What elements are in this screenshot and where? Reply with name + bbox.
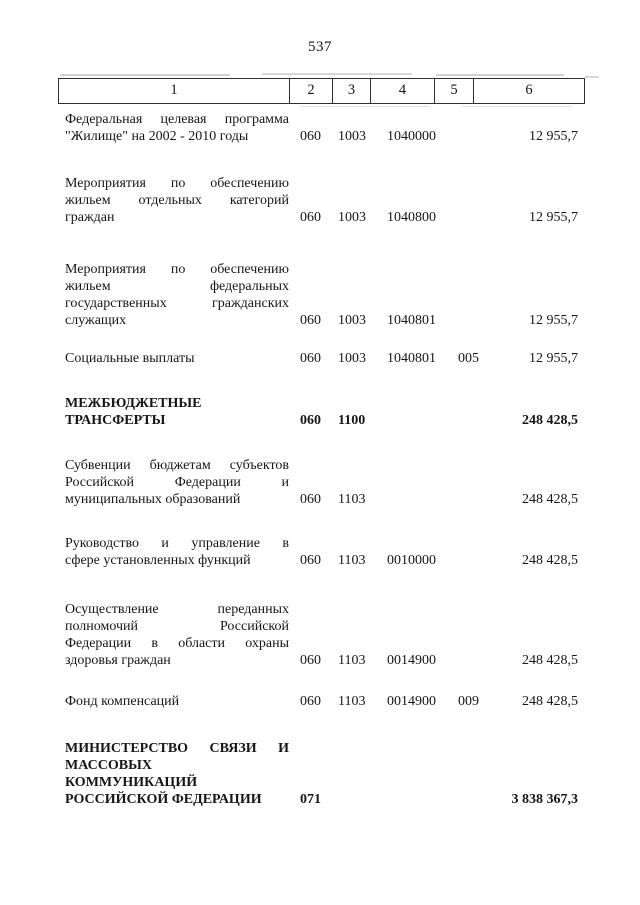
row-name-line: РОССИЙСКОЙ ФЕДЕРАЦИИ — [65, 792, 262, 807]
row-col5-code: 005 — [458, 351, 479, 366]
row-amount: 12 955,7 — [529, 351, 578, 366]
row-name-line: государственных гражданских — [65, 296, 289, 311]
row-amount: 248 428,5 — [522, 694, 578, 709]
page-number: 537 — [308, 39, 332, 55]
row-name-line: муниципальных образований — [65, 492, 241, 507]
row-name-line: Социальные выплаты — [65, 351, 195, 366]
row-col4-code: 0014900 — [387, 653, 436, 668]
scan-artifact-line — [262, 73, 412, 75]
row-name — [65, 740, 289, 808]
header-cell-6: 6 — [525, 82, 533, 98]
row-name — [65, 261, 289, 329]
row-amount: 12 955,7 — [529, 129, 578, 144]
row-col2-code: 060 — [300, 553, 321, 568]
table-row — [0, 111, 640, 145]
row-name-line: Мероприятия по обеспечению — [65, 176, 289, 191]
row-name-line: "Жилище" на 2002 - 2010 годы — [65, 129, 249, 144]
row-name — [65, 350, 289, 367]
header-cell-4: 4 — [371, 79, 435, 103]
row-name — [65, 457, 289, 508]
row-amount: 12 955,7 — [529, 210, 578, 225]
row-col2-code: 060 — [300, 351, 321, 366]
row-col4-code: 1040800 — [387, 210, 436, 225]
row-name-line: полномочий Российской — [65, 619, 289, 634]
row-col4-code: 1040801 — [387, 313, 436, 328]
row-amount: 12 955,7 — [529, 313, 578, 328]
row-name-line: жильем федеральных — [65, 279, 289, 294]
row-name-line: Субвенции бюджетам субъектов — [65, 458, 289, 473]
table-row — [0, 693, 640, 710]
row-col2-code: 060 — [300, 694, 321, 709]
row-col2-code: 060 — [300, 129, 321, 144]
table-header — [58, 78, 585, 104]
row-name-line: Руководство и управление в — [65, 536, 289, 551]
table-body — [0, 104, 640, 808]
row-col4-code: 1040000 — [387, 129, 436, 144]
row-amount: 3 838 367,3 — [511, 792, 578, 807]
row-col2-code: 060 — [300, 653, 321, 668]
row-name-line: здоровья граждан — [65, 653, 171, 668]
row-col3-code: 1103 — [338, 694, 366, 709]
scan-artifact-line — [585, 76, 599, 78]
row-name — [65, 395, 289, 429]
row-name-line: Российской Федерации и — [65, 475, 289, 490]
row-name-line: ТРАНСФЕРТЫ — [65, 413, 166, 428]
row-name-line: Федерации в области охраны — [65, 636, 289, 651]
row-name-line: МАССОВЫХ — [65, 758, 152, 773]
table-row — [0, 535, 640, 569]
table-row — [0, 350, 640, 367]
row-col2-code: 071 — [300, 792, 321, 807]
row-col2-code: 060 — [300, 313, 321, 328]
row-col2-code: 060 — [300, 492, 321, 507]
row-col3-code: 1103 — [338, 553, 366, 568]
scan-artifact-line — [60, 74, 230, 76]
row-col4-code: 0010000 — [387, 553, 436, 568]
header-cell-2: 2 — [290, 79, 333, 103]
row-name-line: граждан — [65, 210, 115, 225]
row-name-line: жильем отдельных категорий — [65, 193, 289, 208]
table-row — [0, 601, 640, 669]
row-col4-code: 1040801 — [387, 351, 436, 366]
row-name — [65, 693, 289, 710]
row-col3-code: 1100 — [338, 413, 366, 428]
row-name-line: служащих — [65, 313, 127, 328]
scan-artifact-line — [436, 74, 564, 76]
row-amount: 248 428,5 — [522, 553, 578, 568]
row-name-line: Осуществление переданных — [65, 602, 289, 617]
row-name — [65, 535, 289, 569]
table-row — [0, 175, 640, 226]
row-col2-code: 060 — [300, 413, 321, 428]
row-name-line: сфере установленных функций — [65, 553, 251, 568]
row-name — [65, 601, 289, 669]
row-col3-code: 1103 — [338, 492, 366, 507]
table-row — [0, 457, 640, 508]
row-name-line: Федеральная целевая программа — [65, 112, 289, 127]
header-cell-1: 1 — [59, 79, 290, 103]
row-amount: 248 428,5 — [522, 492, 578, 507]
row-name — [65, 111, 289, 145]
row-col3-code: 1003 — [338, 313, 366, 328]
table-row — [0, 395, 640, 429]
row-amount: 248 428,5 — [522, 413, 578, 428]
row-amount: 248 428,5 — [522, 653, 578, 668]
row-col4-code: 0014900 — [387, 694, 436, 709]
row-col2-code: 060 — [300, 210, 321, 225]
table-row — [0, 261, 640, 329]
row-col3-code: 1103 — [338, 653, 366, 668]
row-name-line: Мероприятия по обеспечению — [65, 262, 289, 277]
row-name — [65, 175, 289, 226]
row-col3-code: 1003 — [338, 351, 366, 366]
row-col5-code: 009 — [458, 694, 479, 709]
header-cell-5: 5 — [435, 79, 474, 103]
table-row — [0, 740, 640, 808]
row-name-line: КОММУНИКАЦИЙ — [65, 775, 198, 790]
header-cell-3: 3 — [333, 79, 371, 103]
row-name-line: МИНИСТЕРСТВО СВЯЗИ И — [65, 741, 289, 756]
row-name-line: Фонд компенсаций — [65, 694, 180, 709]
row-col3-code: 1003 — [338, 129, 366, 144]
row-name-line: МЕЖБЮДЖЕТНЫЕ — [65, 396, 202, 411]
row-col3-code: 1003 — [338, 210, 366, 225]
